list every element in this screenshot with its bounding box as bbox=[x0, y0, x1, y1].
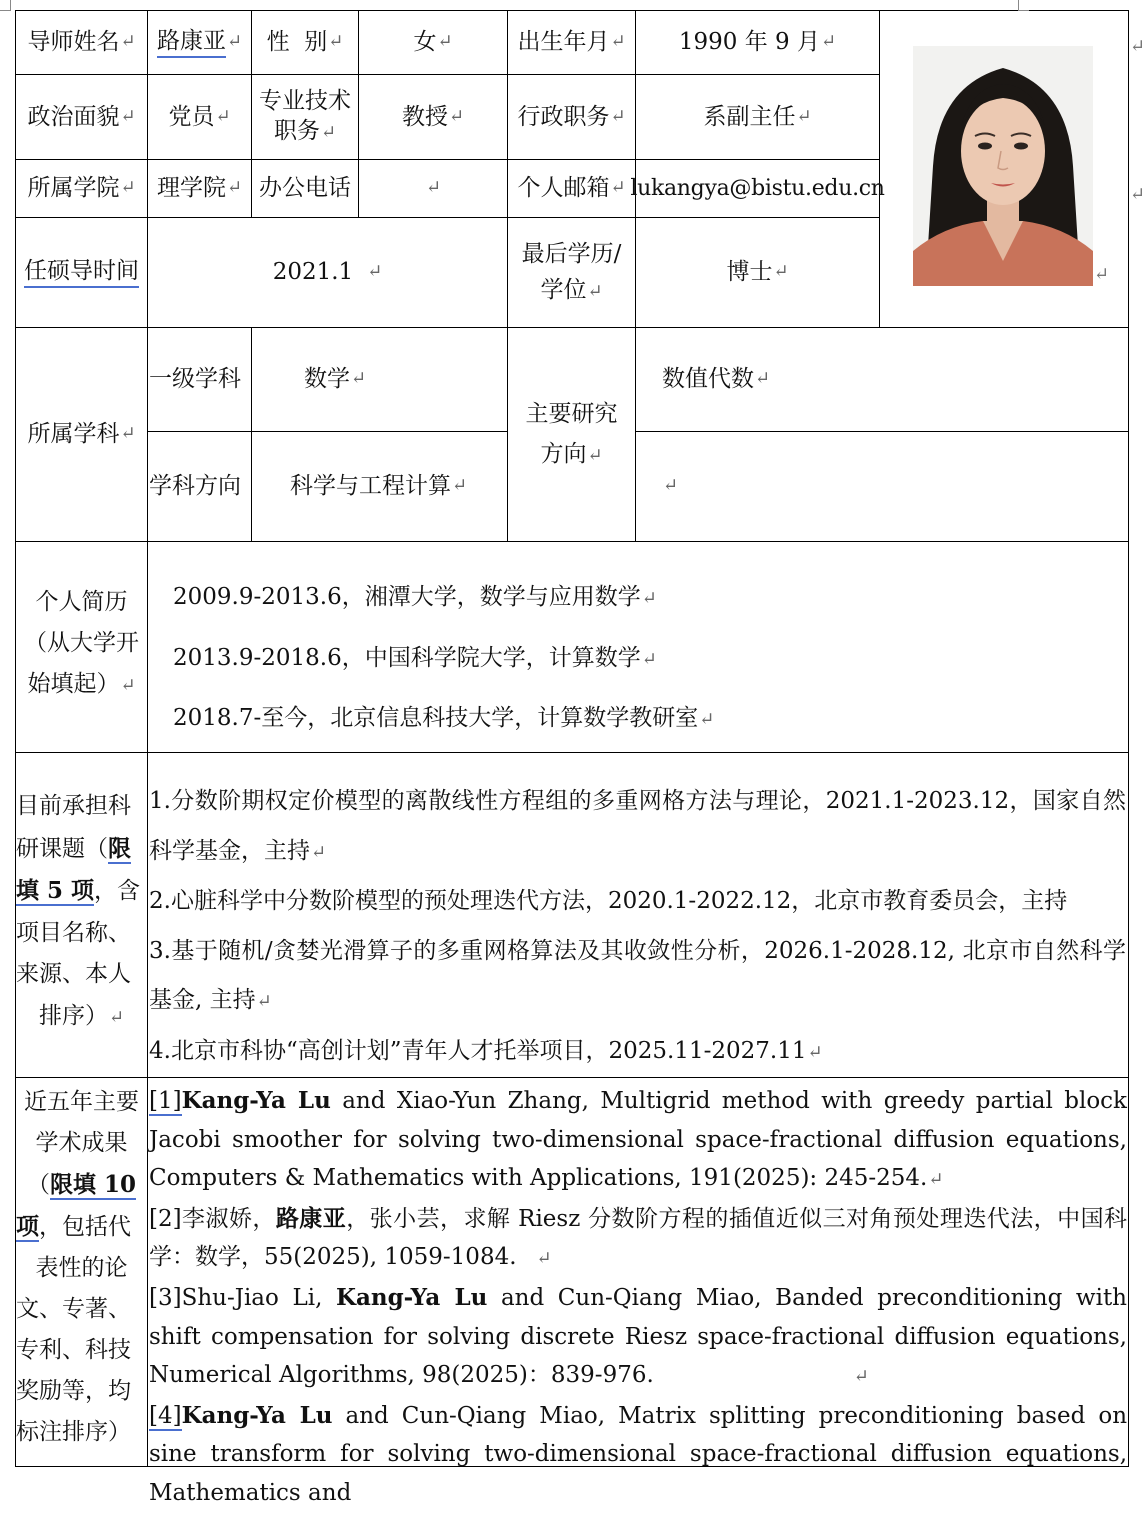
row-line bbox=[15, 541, 1129, 542]
value-research-1: 数值代数 ↵ bbox=[662, 366, 771, 393]
label-achievements: 近五年主要 学术成果 （限填 10 项，包括代 表性的论 文、专著、 专利、科技 奖励等，均 标注排序） bbox=[16, 1089, 139, 1445]
label-degree: 最后学历/ 学位↵ bbox=[521, 240, 622, 303]
projects-list bbox=[149, 777, 1126, 1077]
label-office-phone: 办公电话 bbox=[259, 175, 351, 202]
return-mark: ↵ bbox=[1094, 264, 1110, 285]
publications-list bbox=[149, 1082, 1127, 1513]
label-name: 导师姓名 ↵ bbox=[27, 29, 136, 56]
value-name: 路康亚 ↵ bbox=[148, 11, 251, 74]
label-resume: 个人简历 （从大学开 始填起）↵ bbox=[24, 589, 139, 697]
crop-mark bbox=[1018, 0, 1029, 11]
label-political: 政治面貌 ↵ bbox=[27, 103, 136, 130]
value-gender: 女 ↵ bbox=[413, 29, 453, 56]
label-first-level: 一级学科 bbox=[149, 366, 241, 393]
publication-item: [3]Shu-Jiao Li, Kang-Ya Lu and Cun-Qiang Miao, Banded preconditioning with shift compensation for solving discrete Riesz space-fractional diffusion equations, Numerical Algorithms, 98(2025)：839-976. ↵ bbox=[149, 1283, 1127, 1389]
value-tutor-time: 2021.1 ↵ bbox=[272, 259, 383, 286]
label-college: 所属学院 ↵ bbox=[27, 175, 136, 202]
project-item: 1.分数阶期权定价模型的离散线性方程组的多重网格方法与理论，2021.1-2023.12，国家自然科学基金，主持↵ bbox=[149, 788, 1126, 864]
label-projects: 目前承担科 研课题（限 填 5 项，含 项目名称、 来源、本人 排序）↵ bbox=[16, 793, 141, 1029]
resume-item: 2018.7-至今，北京信息科技大学，计算数学教研室↵ bbox=[173, 705, 715, 731]
project-item: 2.心脏科学中分数阶模型的预处理迭代方法，2020.1-2022.12，北京市教育委员会，主持 bbox=[149, 888, 1068, 914]
label-discipline: 所属学科 ↵ bbox=[27, 421, 136, 448]
value-email: lukangya@bistu.edu.cn bbox=[630, 175, 885, 201]
return-mark: ↵ bbox=[1130, 184, 1145, 205]
value-degree: 博士 ↵ bbox=[726, 259, 789, 286]
value-college: 理学院 ↵ bbox=[156, 175, 243, 202]
col-line bbox=[879, 10, 880, 327]
row-line bbox=[15, 752, 1129, 753]
value-office-phone: ↵ bbox=[425, 177, 442, 199]
resume-item: 2013.9-2018.6，中国科学院大学，计算数学↵ bbox=[173, 644, 657, 671]
portrait-image bbox=[913, 46, 1093, 286]
label-gender: 性 别 ↵ bbox=[266, 29, 344, 56]
col-line bbox=[251, 327, 252, 541]
value-sub-direction: 科学与工程计算 ↵ bbox=[290, 473, 468, 500]
project-item: 3.基于随机/贪婪光滑算子的多重网格算法及其收敛性分析，2026.1-2028.12, 北京市自然科学基金, 主持↵ bbox=[149, 937, 1126, 1013]
project-item: 4.北京市科协“高创计划”青年人才托举项目，2025.11-2027.11↵ bbox=[149, 1037, 823, 1064]
value-first-level: 数学 ↵ bbox=[304, 366, 367, 393]
label-birth: 出生年月 ↵ bbox=[517, 29, 626, 56]
publication-item: [4]Kang-Ya Lu and Cun-Qiang Miao, Matrix splitting preconditioning based on sine transform for solving two-dimensional space-fractional diffusion equations, Mathematics and bbox=[149, 1401, 1128, 1506]
crop-mark bbox=[0, 0, 11, 11]
label-sub-direction: 学科方向 bbox=[149, 473, 241, 500]
label-title: 专业技术 职务↵ bbox=[259, 88, 351, 144]
publication-item: [1]Kang-Ya Lu and Xiao-Yun Zhang, Multigrid method with greedy partial block Jacobi smoother for solving two-dimensional space-fractional diffusion equations, Computers & Mathematics with Applications, 191(2025): 245-254.↵ bbox=[149, 1087, 1127, 1192]
value-admin-post: 系副主任 ↵ bbox=[703, 103, 812, 130]
label-admin-post: 行政职务 ↵ bbox=[517, 103, 626, 130]
return-mark: ↵ bbox=[1130, 36, 1145, 57]
publication-item: [2]李淑娇，路康亚，张小芸，求解 Riesz 分数阶方程的插值近似三对角预处理迭代法，中国科学：数学，55(2025), 1059-1084. ↵ bbox=[149, 1204, 1128, 1271]
resume-list bbox=[173, 568, 1123, 750]
value-political: 党员 ↵ bbox=[168, 103, 231, 130]
label-tutor-time: 任硕导时间 bbox=[16, 218, 147, 327]
label-email: 个人邮箱 ↵ bbox=[517, 175, 626, 202]
portrait-photo bbox=[913, 46, 1093, 286]
value-research-2: ↵ bbox=[663, 475, 679, 497]
value-birth: 1990 年 9 月 ↵ bbox=[678, 29, 837, 56]
resume-item: 2009.9-2013.6，湘潭大学，数学与应用数学↵ bbox=[173, 584, 657, 610]
row-line bbox=[15, 1077, 1129, 1078]
table-border-right bbox=[1128, 10, 1129, 1466]
label-research: 主要研究 方向↵ bbox=[525, 401, 618, 467]
value-title: 教授 ↵ bbox=[401, 103, 465, 130]
